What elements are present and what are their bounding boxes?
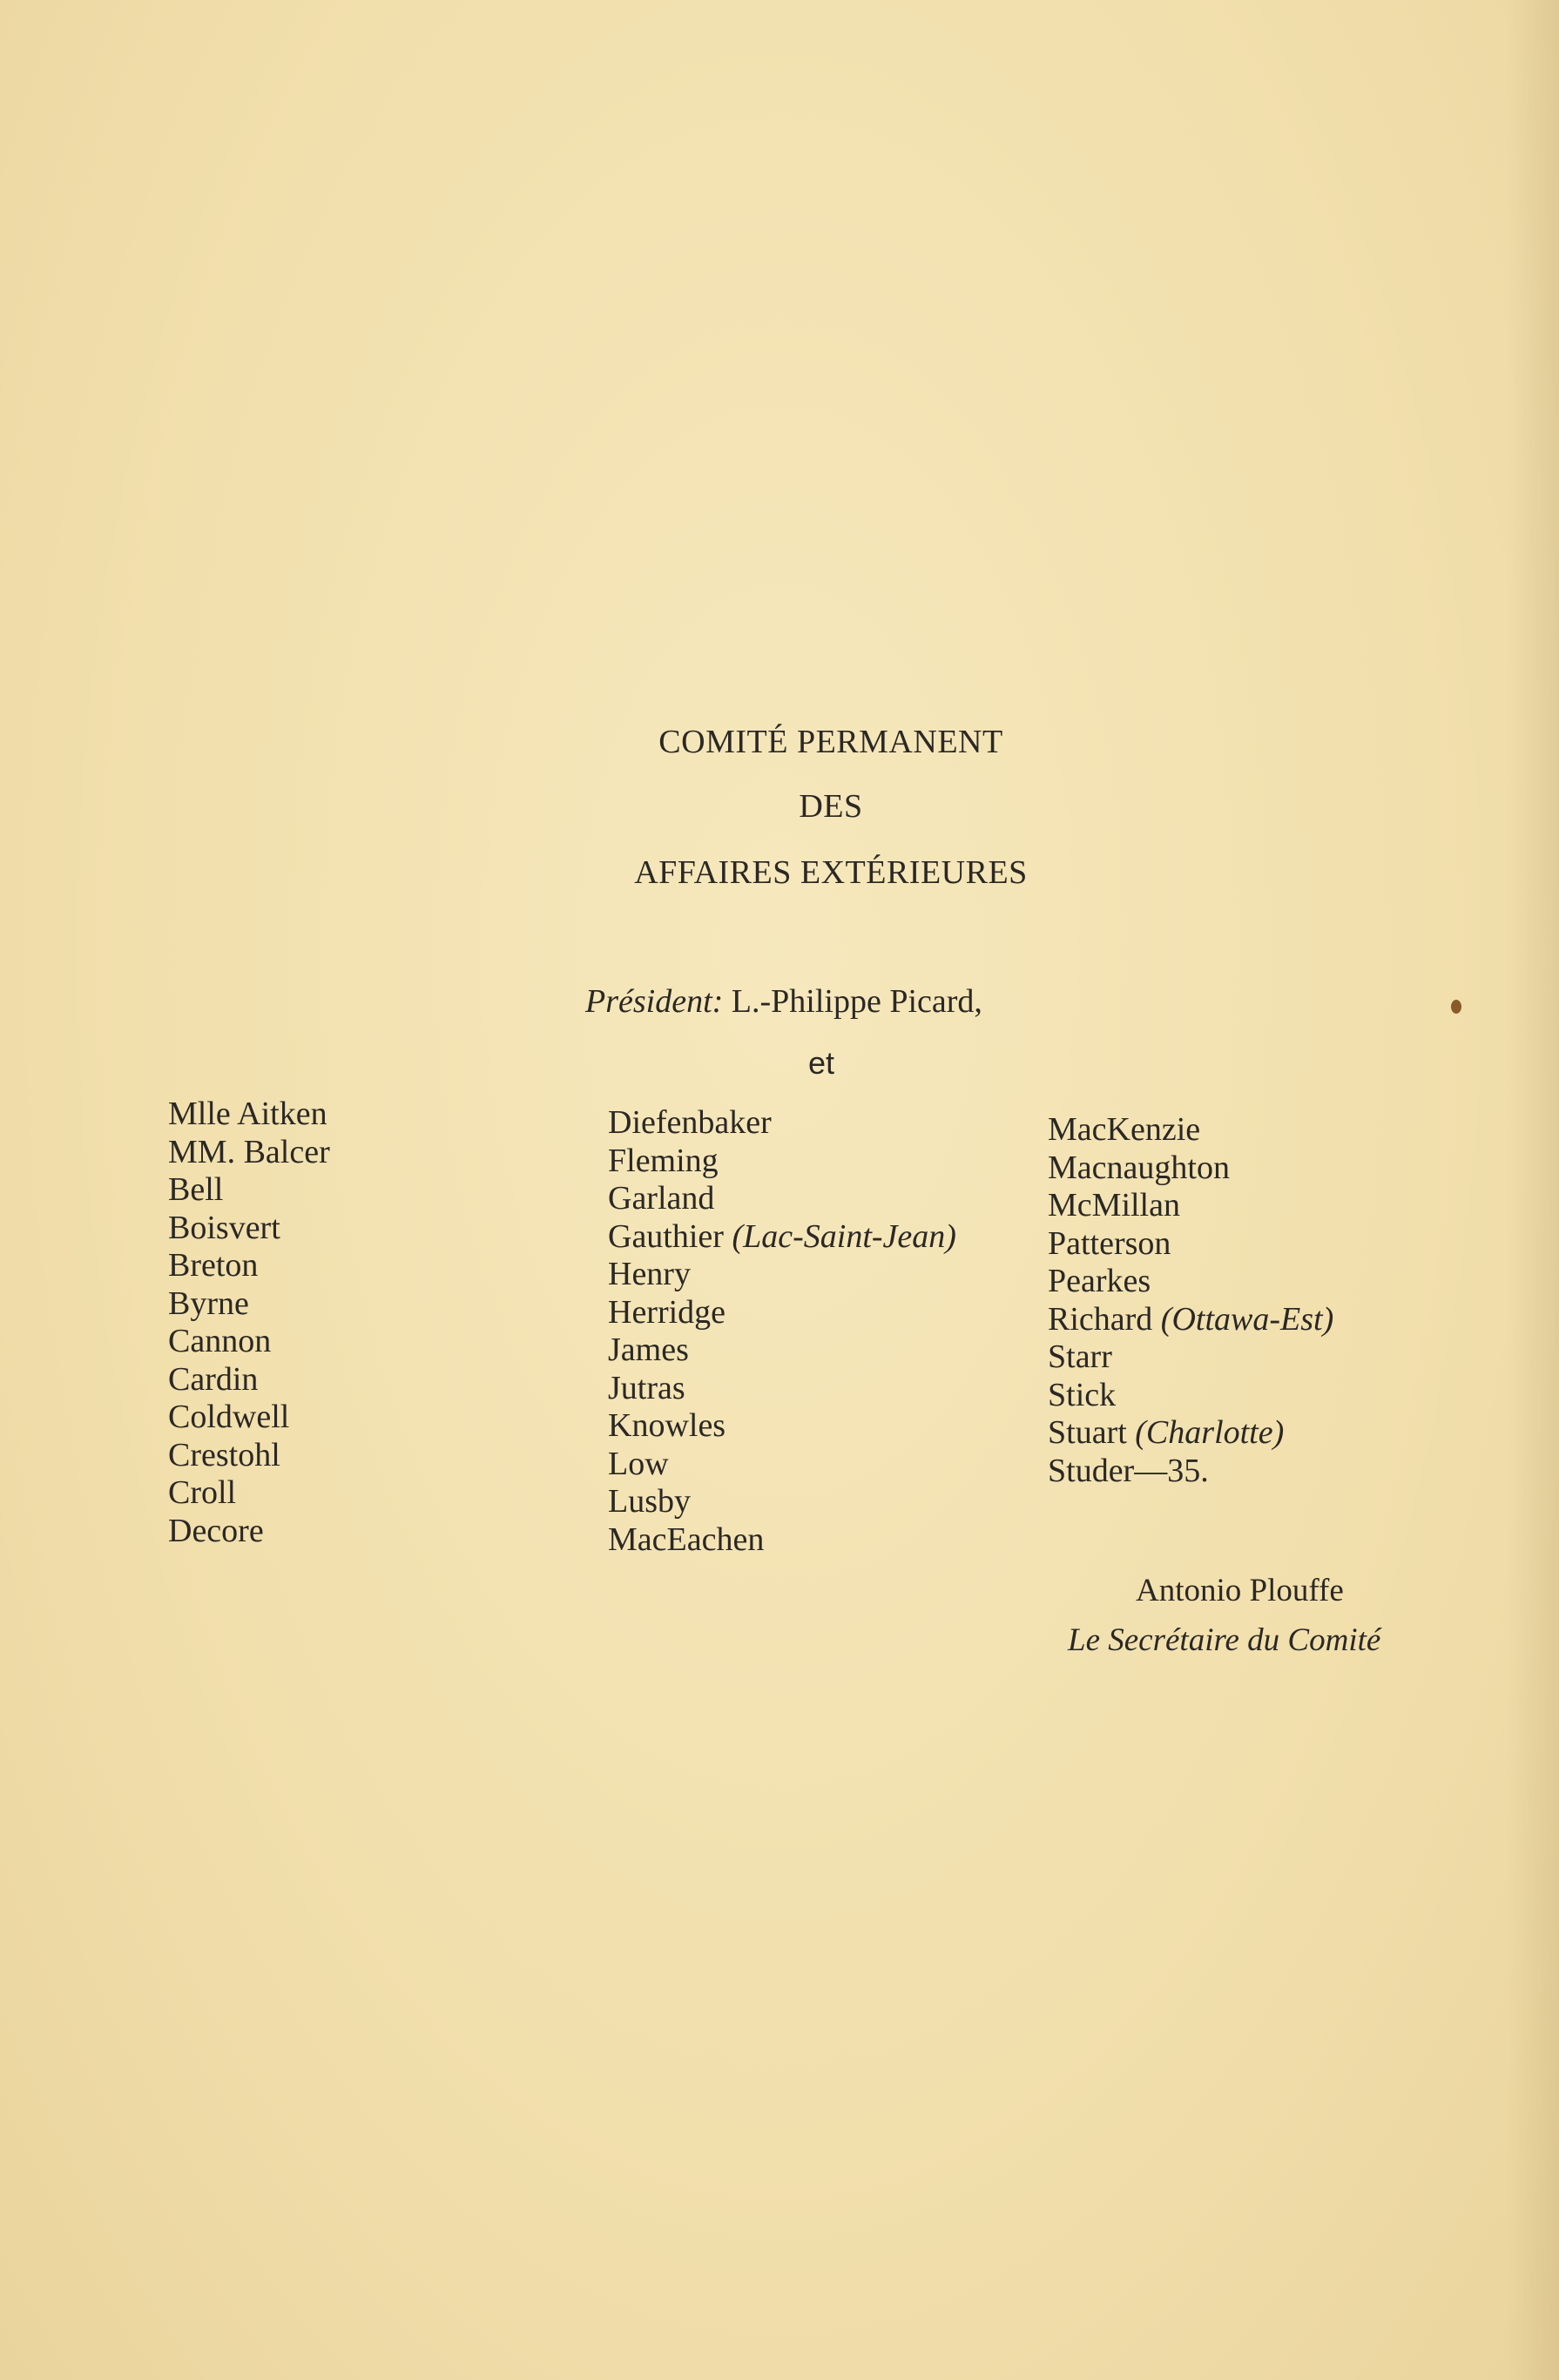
member-entry xyxy=(608,1407,956,1446)
member-entry xyxy=(608,1104,956,1143)
members-column-1 xyxy=(168,1096,330,1550)
member-name: Herridge xyxy=(608,1293,726,1331)
member-name: Stuart xyxy=(1048,1414,1127,1451)
member-entry xyxy=(608,1332,956,1370)
member-entry xyxy=(1048,1453,1333,1491)
member-entry xyxy=(1048,1377,1333,1415)
member-entry xyxy=(1048,1111,1333,1150)
heading-line-3: AFFAIRES EXTÉRIEURES xyxy=(634,854,1028,891)
member-name: Diefenbaker xyxy=(608,1104,772,1141)
member-entry xyxy=(1048,1263,1333,1301)
members-column-2 xyxy=(608,1104,956,1559)
member-name: Fleming xyxy=(608,1142,719,1179)
member-entry xyxy=(608,1218,956,1257)
member-name: Crestohl xyxy=(168,1436,280,1473)
member-entry xyxy=(608,1370,956,1408)
member-name: Low xyxy=(608,1445,669,1482)
member-name: Decore xyxy=(168,1512,264,1549)
secretary-name: Antonio Plouffe xyxy=(1136,1573,1344,1608)
member-name: Starr xyxy=(1048,1338,1112,1375)
member-riding: (Charlotte) xyxy=(1135,1414,1285,1451)
member-entry xyxy=(608,1521,956,1560)
member-name: Patterson xyxy=(1048,1224,1171,1262)
member-name: MacEachen xyxy=(608,1520,765,1558)
member-entry xyxy=(608,1446,956,1484)
member-name: Garland xyxy=(608,1180,715,1217)
member-name: Knowles xyxy=(608,1407,726,1444)
member-name: Macnaughton xyxy=(1048,1149,1230,1186)
member-name: Richard xyxy=(1048,1300,1153,1338)
member-name: Bell xyxy=(168,1171,224,1208)
member-name: Coldwell xyxy=(168,1399,290,1435)
president-role: Président: xyxy=(585,983,724,1020)
member-name: MM. Balcer xyxy=(168,1133,330,1170)
member-name: Jutras xyxy=(608,1369,685,1406)
secretary-title: Le Secrétaire du Comité xyxy=(1068,1622,1381,1658)
member-name: Mlle Aitken xyxy=(168,1096,327,1132)
member-riding: (Ottawa-Est) xyxy=(1160,1300,1334,1338)
member-entry xyxy=(1048,1414,1333,1453)
member-name: Henry xyxy=(608,1256,691,1292)
member-entry xyxy=(608,1256,956,1294)
member-entry xyxy=(608,1180,956,1218)
member-name: Croll xyxy=(168,1474,237,1511)
member-name: Cannon xyxy=(168,1323,272,1359)
heading-line-2: DES xyxy=(799,788,863,825)
member-entry xyxy=(1048,1187,1333,1225)
member-name: Cardin xyxy=(168,1360,259,1398)
member-entry xyxy=(608,1483,956,1521)
member-entry xyxy=(608,1294,956,1332)
member-name: Boisvert xyxy=(168,1209,280,1246)
member-riding: (Lac-Saint-Jean) xyxy=(732,1217,956,1255)
member-name: Lusby xyxy=(608,1483,691,1520)
member-name: Breton xyxy=(168,1247,259,1284)
member-entry xyxy=(608,1143,956,1181)
member-entry xyxy=(1048,1150,1333,1188)
heading-line-1: COMITÉ PERMANENT xyxy=(658,724,1003,760)
member-name: Gauthier xyxy=(608,1217,724,1255)
member-name: James xyxy=(608,1332,689,1368)
conjunction: et xyxy=(808,1045,835,1081)
ink-speck xyxy=(1451,1000,1461,1014)
president-name: L.-Philippe Picard, xyxy=(731,983,982,1020)
member-entry xyxy=(1048,1301,1333,1339)
member-name: MacKenzie xyxy=(1048,1111,1201,1148)
president-line xyxy=(585,982,982,1021)
members-column-3 xyxy=(1048,1111,1333,1490)
member-entry xyxy=(1048,1338,1333,1377)
member-entry xyxy=(1048,1225,1333,1264)
member-name: Byrne xyxy=(168,1284,249,1322)
member-name: Studer—35. xyxy=(1048,1452,1209,1489)
member-name: Pearkes xyxy=(1048,1263,1151,1299)
member-name: McMillan xyxy=(1048,1187,1180,1224)
member-name: Stick xyxy=(1048,1376,1117,1413)
